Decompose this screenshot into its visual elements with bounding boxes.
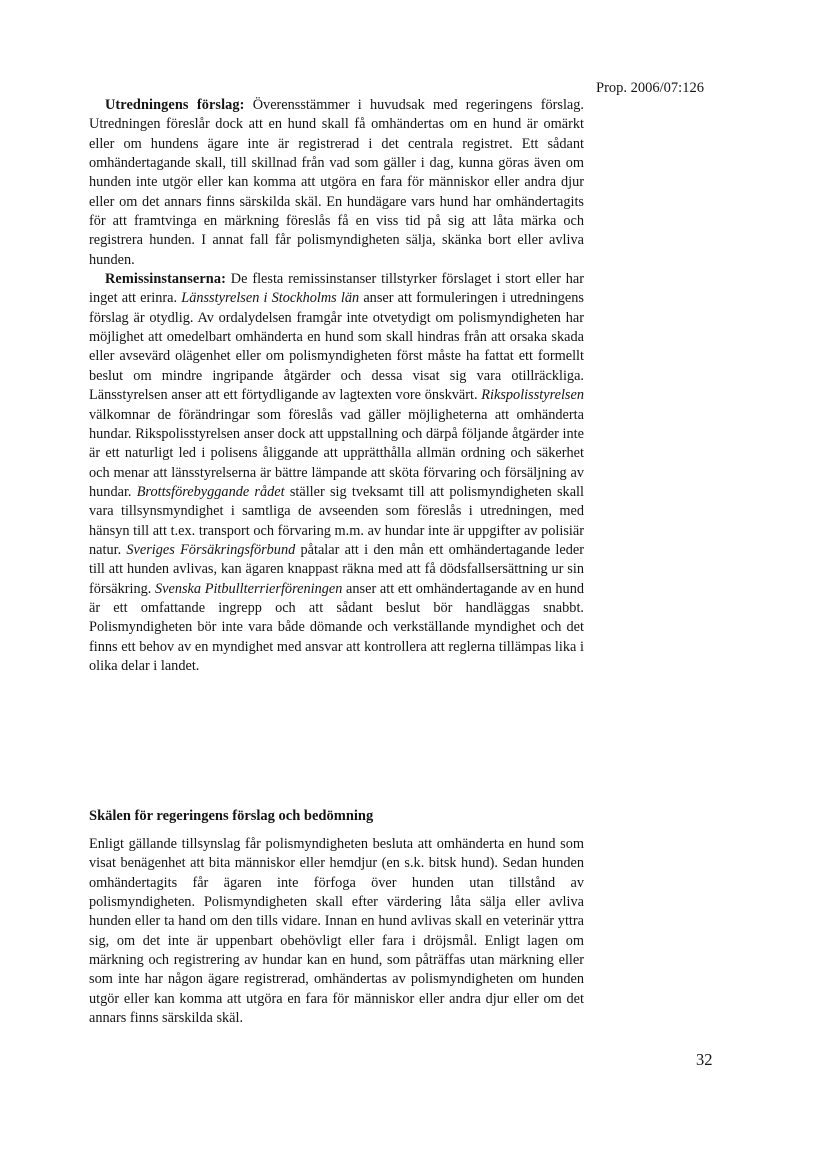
page-number: 32 (696, 1050, 713, 1069)
text-run: påtalar att i den mån ett omhändertagande leder till att hunden avlivas, kan ägaren knappast räkna med att få dödsfallsersättning ur sin försäkring. (89, 541, 584, 597)
text-run: välkomnar de förändringar som föreslås vad gäller möjligheterna att omhänderta hundar. Rikspolisstyrelsen anser dock att uppstallning och därpå följande åtgärder inte är ett naturligt led i polisens åliggande att upprätthålla allmän ordning och säkerhet och menar att länsstyrelserna är bättre lämpande att sköta förvaring och försäljning av hundar. (89, 406, 584, 500)
text-run: ställer sig tveksamt till att polismyndigheten skall vara tillsynsmyndighet i samtliga de avseenden som föreslås i utredningen, med hänsyn till att t.ex. transport och förvaring m.m. av hundar inte är uppgifter av polisiär natur. (89, 483, 584, 558)
organization-name: Rikspolisstyrelsen (481, 387, 584, 404)
paragraph-lead: Utredningens förslag: (105, 97, 245, 113)
organization-name: Svenska Pitbullterrierföreningen (155, 580, 343, 597)
section-heading: Skälen för regeringens förslag och bedömning (89, 808, 374, 824)
organization-name: Sveriges Försäkringsförbund (126, 541, 296, 558)
paragraph-text: Överensstämmer i huvudsak med regeringens förslag. Utredningen föreslår dock att en hund skall få omhändertas om en hund är omärkt eller om hundens ägare inte är registrerad i det centrala registret. Ett sådant omhändertagande skall, till skillnad från vad som gäller i dag, kunna göras även om hunden inte utgör eller kan komma att utgöra en fara för människor eller andra djur eller om det annars finns särskilda skäl. En hundägare vars hund har omhändertagits för att framtvinga en märkning föreslås få en viss tid på sig att låta märka och registrera hunden. I annat fall får polismyndigheten sälja, skänka bort eller avliva hunden. (89, 97, 584, 268)
document-reference: Prop. 2006/07:126 (596, 80, 704, 96)
paragraph-lead: Remissinstanserna: (105, 271, 226, 288)
section-text (89, 835, 584, 1028)
section-paragraph: Enligt gällande tillsynslag får polismyndigheten besluta att omhänderta en hund som visat benägenhet att bita människor eller hemdjur (en s.k. bitsk hund). Sedan hunden omhändertagits får ägaren inte förfoga över hunden utan tillstånd av polismyndigheten. Polismyndigheten skall efter värdering låta sälja eller avliva hunden eller ta hand om den tills vidare. Innan en hund avlivas skall en veterinär yttra sig, om det inte är uppenbart obehövligt eller fara i dröjsmål. Enligt lagen om märkning och registrering av hundar kan en hund, som påträffas utan märkning eller som inte har någon ägare registrerad, omhändertas av polismyndigheten om hunden utgör eller kan komma att utgöra en fara för människor eller andra djur eller om det annars finns särskilda skäl. (89, 836, 584, 1027)
organization-name: Brottsförebyggande rådet (136, 483, 285, 500)
text-run: anser att ett omhändertagande av en hund är ett omfattande ingrepp och att sådant beslut bör handläggas snabbt. Polismyndigheten bör inte vara både dömande och verkställande myndighet och det finns ett behov av en myndighet med ansvar att kontrollera att reglerna tillämpas lika i olika delar i landet. (89, 580, 584, 674)
main-text (89, 96, 584, 676)
text-run: De flesta remissinstanser tillstyrker förslaget i stort eller har inget att erinra. (89, 271, 584, 307)
text-run: anser att formuleringen i utredningens förslag är otydlig. Av ordalydelsen framgår inte otvetydigt om polismyndigheten har möjlighet att omedelbart omhänderta en hund som skall hindras från att orsaka skada eller avsevärd olägenhet eller om polismyndigheten först måste ha fattat ett formellt beslut om mindre ingripande åtgärder och dessa visat sig vara otillräckliga. Länsstyrelsen anser att ett förtydligande av lagtexten vore önskvärt. (89, 290, 584, 404)
organization-name: Länsstyrelsen i Stockholms län (181, 290, 360, 307)
paragraph-remissinstanserna (89, 270, 584, 676)
paragraph-utredningens-forslag (89, 96, 584, 270)
